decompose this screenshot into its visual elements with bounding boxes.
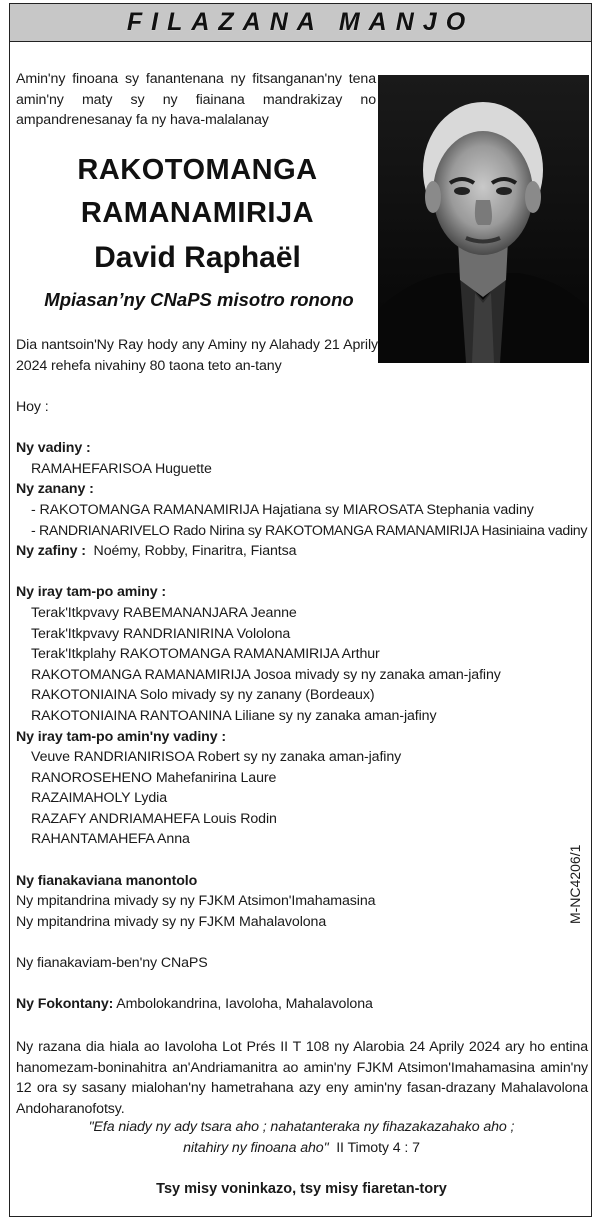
list-item: Terak'Itkpvavy RABEMANANJARA Jeanne (31, 604, 297, 621)
cnaps-family: Ny fianakaviam-ben'ny CNaPS (16, 955, 208, 972)
fokontany-value: Ambolokandrina, Iavoloha, Mahalavolona (116, 996, 373, 1013)
funeral-details: Ny razana dia hiala ao Iavoloha Lot Prés II T 108 ny Alarobia 24 Aprily 2024 ary ho entina hanomezam-boninahitra an'Andriamanitra ao amin'ny FJKM Atsimon'Imahamasina amin'ny 12 ora sy sasany mialohan'ny hametrahana azy eny amin'ny fasan-drazany Mahalavolona Andoharanofotsy. (16, 1039, 588, 1117)
hoy-label: Hoy : (16, 399, 49, 415)
header-banner (10, 4, 591, 42)
family-list (16, 397, 587, 1015)
list-item: RAHANTAMAHEFA Anna (31, 831, 190, 848)
list-item: Terak'Itkplahy RAKOTOMANGA RAMANAMIRIJA Arthur (31, 646, 380, 663)
list-item: RAKOTONIAINA RANTOANINA Liliane sy ny zanaka aman-jafiny (31, 707, 437, 724)
portrait-photo (378, 75, 589, 363)
header-title: FILAZANA MANJO (126, 8, 475, 36)
zafiny-value: Noémy, Robby, Finaritra, Fiantsa (93, 543, 297, 560)
quote-source: II Timoty 4 : 7 (336, 1139, 420, 1156)
intro-text: Amin'ny finoana sy fanantenana ny fitsanganan'ny tena amin'ny maty sy ny fiainana mandrakizay no ampandrenesanay fa ny hava-malalanay (16, 71, 376, 129)
vadiny-label: Ny vadiny : (16, 440, 91, 457)
deceased-surname-2: RAMANAMIRIJA (80, 197, 315, 229)
bible-quote (10, 1117, 593, 1158)
list-item: RAKOTOMANGA RAMANAMIRIJA Josoa mivady sy ny zanaka aman-jafiny (31, 666, 501, 683)
deceased-occupation: Mpiasan’ny CNaPS misotro ronono (44, 289, 354, 310)
announcement-text: Dia nantsoin'Ny Ray hody any Aminy ny Alahady 21 Aprily 2024 rehefa nivahiny 80 taona teto an-tany (16, 337, 378, 374)
obituary-notice (9, 3, 592, 1217)
iray-tampo-vadiny-label: Ny iray tam-po amin'ny vadiny : (16, 728, 226, 745)
list-item: Ny mpitandrina mivady sy ny FJKM Atsimon'Imahamasina (16, 893, 376, 910)
deceased-surname: RAKOTOMANGA (77, 154, 318, 186)
deceased-portrait (378, 75, 589, 363)
list-item: Ny mpitandrina mivady sy ny FJKM Mahalavolona (16, 913, 327, 930)
iray-tampo-label: Ny iray tam-po aminy : (16, 584, 166, 601)
list-item: - RANDRIANARIVELO Rado Nirina sy RAKOTOMANGA RAMANAMIRIJA Hasiniaina vadiny (31, 522, 588, 539)
list-item: Veuve RANDRIANIRISOA Robert sy ny zanaka aman-jafiny (31, 749, 402, 766)
quote-line-1: "Efa niady ny ady tsara aho ; nahatanteraka ny fihazakazahako aho ; (88, 1119, 515, 1135)
deceased-given-names: David Raphaël (94, 241, 301, 274)
quote-line-2: nitahiry ny finoana aho" (183, 1139, 329, 1156)
zanany-label: Ny zanany : (16, 481, 94, 498)
list-item: RANOROSEHENO Mahefanirina Laure (31, 769, 277, 786)
fokontany-label: Ny Fokontany: (16, 996, 114, 1013)
list-item: - RAKOTOMANGA RAMANAMIRIJA Hajatiana sy MIAROSATA Stephania vadiny (31, 501, 534, 518)
list-item: Terak'Itkpvavy RANDRIANIRINA Vololona (31, 625, 291, 642)
list-item: RAKOTONIAINA Solo mivady sy ny zanany (Bordeaux) (31, 687, 375, 704)
list-item: RAZAFY ANDRIAMAHEFA Louis Rodin (31, 810, 277, 827)
list-item: RAMAHEFARISOA Huguette (31, 460, 212, 477)
zafiny-label: Ny zafiny : (16, 543, 86, 560)
list-item: RAZAIMAHOLY Lydia (31, 790, 168, 807)
reference-code: M-NC4206/1 (567, 844, 583, 924)
fianakaviana-label: Ny fianakaviana manontolo (16, 872, 198, 889)
footer-note: Tsy misy voninkazo, tsy misy fiaretan-tory (156, 1181, 447, 1197)
